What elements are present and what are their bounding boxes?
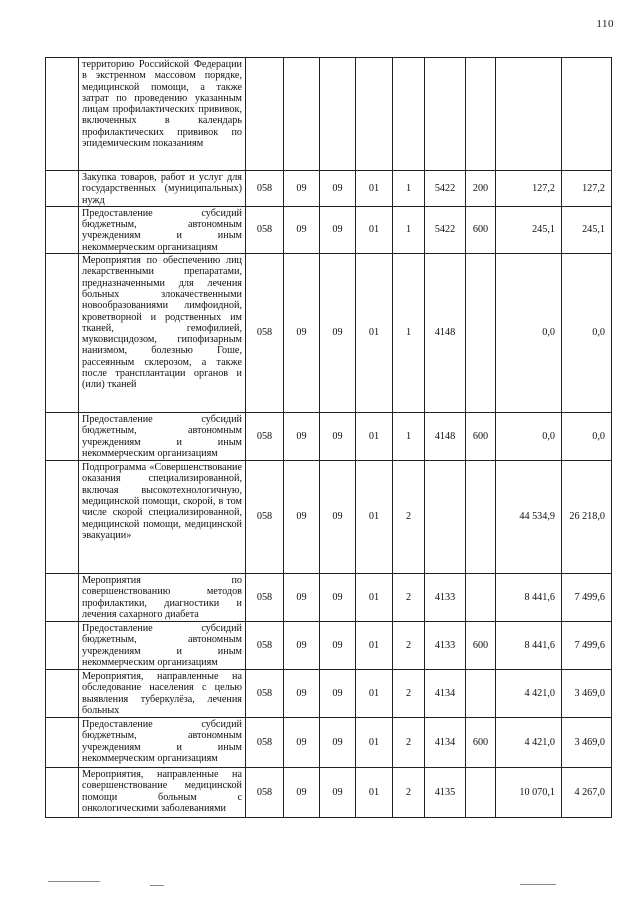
ministry-code: 058 xyxy=(246,171,284,207)
expense-type-code xyxy=(466,254,496,413)
row-description: Предоставление субсидий бюджетным, автономным учреждениям и иным некоммерческим организациям xyxy=(79,718,246,768)
expense-code: 4134 xyxy=(425,670,466,718)
subsection-code: 09 xyxy=(320,670,356,718)
program-code: 01 xyxy=(356,670,393,718)
program-code: 01 xyxy=(356,622,393,670)
subprogram-code: 2 xyxy=(393,718,425,768)
amount-year-2 xyxy=(562,58,612,171)
expense-code xyxy=(425,461,466,574)
expense-code: 5422 xyxy=(425,206,466,253)
subsection-code: 09 xyxy=(320,461,356,574)
amount-year-2: 7 499,6 xyxy=(562,622,612,670)
amount-year-2: 3 469,0 xyxy=(562,718,612,768)
row-description: территорию Российской Федерации в экстренном массовом порядке, медицинской помощи, а также затрат по проведению указанным лицам профилактических прививок, включенных в календарь профилактических прививок по эпидемическим показаниям xyxy=(79,58,246,171)
amount-year-2: 0,0 xyxy=(562,413,612,461)
budget-table xyxy=(45,57,612,818)
subsection-code: 09 xyxy=(320,171,356,207)
table-row xyxy=(46,768,612,818)
amount-year-1: 245,1 xyxy=(496,206,562,253)
row-number-cell xyxy=(46,461,79,574)
ministry-code: 058 xyxy=(246,206,284,253)
subprogram-code: 2 xyxy=(393,574,425,622)
section-code: 09 xyxy=(284,413,320,461)
ministry-code: 058 xyxy=(246,622,284,670)
row-number-cell xyxy=(46,768,79,818)
table-row xyxy=(46,670,612,718)
amount-year-1: 4 421,0 xyxy=(496,670,562,718)
ministry-code: 058 xyxy=(246,768,284,818)
row-description: Мероприятия, направленные на обследование населения с целью выявления туберкулёза, лечения больных xyxy=(79,670,246,718)
row-number-cell xyxy=(46,58,79,171)
expense-code: 5422 xyxy=(425,171,466,207)
amount-year-1: 127,2 xyxy=(496,171,562,207)
program-code: 01 xyxy=(356,206,393,253)
section-code: 09 xyxy=(284,768,320,818)
subprogram-code xyxy=(393,58,425,171)
subsection-code: 09 xyxy=(320,768,356,818)
subprogram-code: 1 xyxy=(393,171,425,207)
subprogram-code: 1 xyxy=(393,254,425,413)
section-code: 09 xyxy=(284,622,320,670)
row-description: Подпрограмма «Совершенствование оказания специализированной, включая высокотехнологичную, медицинской помощи, скорой, в том числе скорой специализированной, медицинской помощи, медицинской эвакуации» xyxy=(79,461,246,574)
table-row xyxy=(46,206,612,253)
expense-code: 4133 xyxy=(425,622,466,670)
row-number-cell xyxy=(46,574,79,622)
subprogram-code: 2 xyxy=(393,670,425,718)
expense-type-code: 600 xyxy=(466,622,496,670)
table-row xyxy=(46,622,612,670)
table-row xyxy=(46,574,612,622)
subsection-code: 09 xyxy=(320,413,356,461)
expense-type-code xyxy=(466,461,496,574)
amount-year-1: 0,0 xyxy=(496,254,562,413)
table-row xyxy=(46,718,612,768)
amount-year-1: 0,0 xyxy=(496,413,562,461)
table-row xyxy=(46,413,612,461)
expense-code: 4148 xyxy=(425,413,466,461)
ministry-code: 058 xyxy=(246,670,284,718)
row-description: Мероприятия, направленные на совершенствование медицинской помощи больным с онкологическими заболеваниями xyxy=(79,768,246,818)
amount-year-2: 0,0 xyxy=(562,254,612,413)
row-description: Предоставление субсидий бюджетным, автономным учреждениям и иным некоммерческим организациям xyxy=(79,206,246,253)
table-row xyxy=(46,58,612,171)
subprogram-code: 2 xyxy=(393,622,425,670)
row-number-cell xyxy=(46,171,79,207)
ministry-code xyxy=(246,58,284,171)
amount-year-2: 7 499,6 xyxy=(562,574,612,622)
ministry-code: 058 xyxy=(246,718,284,768)
row-number-cell xyxy=(46,206,79,253)
subsection-code: 09 xyxy=(320,718,356,768)
expense-code: 4133 xyxy=(425,574,466,622)
ministry-code: 058 xyxy=(246,254,284,413)
program-code: 01 xyxy=(356,718,393,768)
expense-code: 4134 xyxy=(425,718,466,768)
expense-type-code: 200 xyxy=(466,171,496,207)
section-code: 09 xyxy=(284,574,320,622)
ministry-code: 058 xyxy=(246,461,284,574)
row-description: Предоставление субсидий бюджетным, автономным учреждениям и иным некоммерческим организациям xyxy=(79,622,246,670)
program-code: 01 xyxy=(356,768,393,818)
page-number: 110 xyxy=(596,18,614,30)
expense-code: 4135 xyxy=(425,768,466,818)
subsection-code xyxy=(320,58,356,171)
table-row xyxy=(46,171,612,207)
amount-year-2: 4 267,0 xyxy=(562,768,612,818)
expense-type-code xyxy=(466,58,496,171)
expense-type-code xyxy=(466,768,496,818)
amount-year-2: 245,1 xyxy=(562,206,612,253)
expense-code xyxy=(425,58,466,171)
section-code: 09 xyxy=(284,461,320,574)
section-code: 09 xyxy=(284,254,320,413)
program-code: 01 xyxy=(356,254,393,413)
program-code: 01 xyxy=(356,413,393,461)
subsection-code: 09 xyxy=(320,206,356,253)
amount-year-1: 4 421,0 xyxy=(496,718,562,768)
subprogram-code: 1 xyxy=(393,206,425,253)
subsection-code: 09 xyxy=(320,622,356,670)
amount-year-2: 3 469,0 xyxy=(562,670,612,718)
row-description: Предоставление субсидий бюджетным, автономным учреждениям и иным некоммерческим организациям xyxy=(79,413,246,461)
expense-type-code: 600 xyxy=(466,206,496,253)
row-description: Мероприятия по обеспечению лиц лекарственными препаратами, предназначенными для лечения больных злокачественными новообразованиями лимфоидной, кроветворной и родственных им тканей, гемофилией, муковисцидозом, гипофизарным нанизмом, болезнью Гоше, рассеянным склерозом, а также после трансплантации органов и (или) тканей xyxy=(79,254,246,413)
ministry-code: 058 xyxy=(246,413,284,461)
program-code: 01 xyxy=(356,574,393,622)
amount-year-1: 8 441,6 xyxy=(496,622,562,670)
row-number-cell xyxy=(46,254,79,413)
subprogram-code: 2 xyxy=(393,461,425,574)
expense-type-code: 600 xyxy=(466,718,496,768)
row-number-cell xyxy=(46,718,79,768)
program-code: 01 xyxy=(356,461,393,574)
amount-year-1 xyxy=(496,58,562,171)
row-number-cell xyxy=(46,670,79,718)
expense-type-code: 600 xyxy=(466,413,496,461)
row-description: Закупка товаров, работ и услуг для государственных (муниципальных) нужд xyxy=(79,171,246,207)
scan-artifacts xyxy=(0,875,640,895)
section-code: 09 xyxy=(284,718,320,768)
amount-year-2: 26 218,0 xyxy=(562,461,612,574)
section-code xyxy=(284,58,320,171)
amount-year-2: 127,2 xyxy=(562,171,612,207)
expense-type-code xyxy=(466,670,496,718)
program-code xyxy=(356,58,393,171)
subprogram-code: 1 xyxy=(393,413,425,461)
expense-type-code xyxy=(466,574,496,622)
subsection-code: 09 xyxy=(320,574,356,622)
subprogram-code: 2 xyxy=(393,768,425,818)
expense-code: 4148 xyxy=(425,254,466,413)
section-code: 09 xyxy=(284,206,320,253)
amount-year-1: 8 441,6 xyxy=(496,574,562,622)
amount-year-1: 10 070,1 xyxy=(496,768,562,818)
section-code: 09 xyxy=(284,171,320,207)
amount-year-1: 44 534,9 xyxy=(496,461,562,574)
program-code: 01 xyxy=(356,171,393,207)
section-code: 09 xyxy=(284,670,320,718)
row-number-cell xyxy=(46,413,79,461)
table-row xyxy=(46,461,612,574)
row-description: Мероприятия по совершенствованию методов профилактики, диагностики и лечения сахарного диабета xyxy=(79,574,246,622)
table-row xyxy=(46,254,612,413)
ministry-code: 058 xyxy=(246,574,284,622)
row-number-cell xyxy=(46,622,79,670)
subsection-code: 09 xyxy=(320,254,356,413)
